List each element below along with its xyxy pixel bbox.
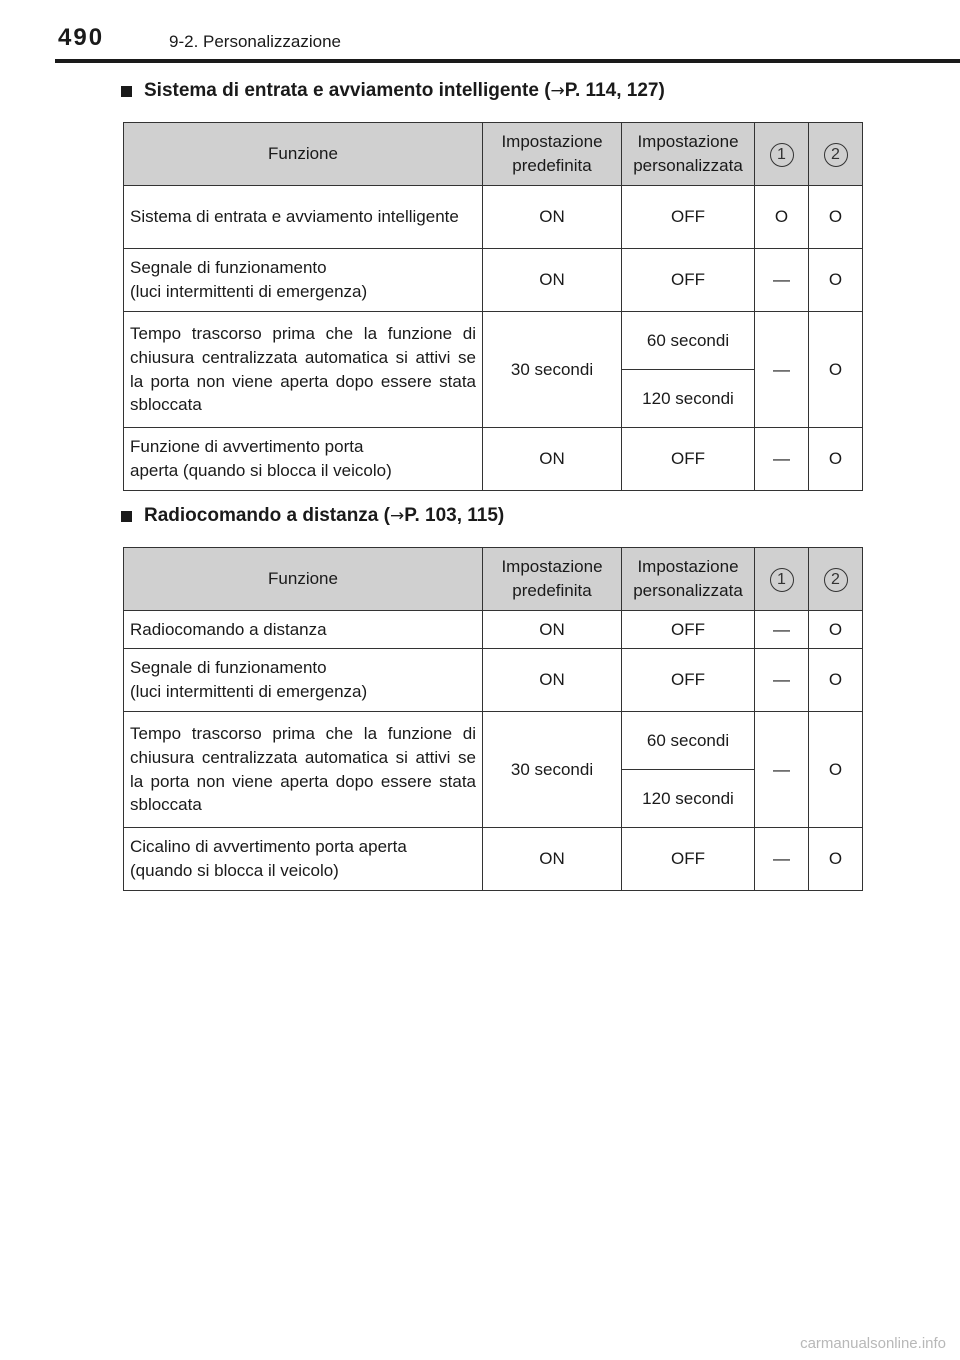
cell-custom-option: 60 secondi [622,712,755,770]
header-custom: Impostazione personalizzata [622,548,755,611]
page-number: 490 [58,24,105,51]
cell-col1: — [755,249,809,312]
cell-function: Tempo trascorso prima che la funzione di chiusura centralizzata automatica si attivi se la porta non viene aperta dopo essere stata sbloccata [124,712,483,828]
header-custom: Impostazione personalizzata [622,123,755,186]
cell-function-line1: Cicalino di avvertimento porta aperta [130,837,407,857]
cell-function: Sistema di entrata e avviamento intelligente [124,186,483,249]
cell-col2: O [809,649,863,712]
table-smart-entry [123,122,863,491]
arrow-icon: → [389,506,405,526]
header-default: Impostazione predefinita [483,123,622,186]
circled-one-icon: 1 [770,143,794,167]
square-bullet-icon [121,86,132,97]
header-col1 [755,548,809,611]
page-header [0,0,960,64]
cell-custom-option: 60 secondi [622,312,755,370]
cell-default: ON [483,249,622,312]
header-rule [55,59,960,63]
cell-col1: — [755,712,809,828]
cell-function-line2: (quando si blocca il veicolo) [130,861,339,880]
cell-custom-option: 120 secondi [622,770,755,828]
section-title-ref: P. 114, 127) [564,80,665,101]
cell-function [124,649,483,712]
table-row [124,649,863,712]
cell-function-line1: Segnale di funzionamento [130,258,327,278]
cell-custom: OFF [622,428,755,491]
section-title-text: Sistema di entrata e avviamento intelligente ( [144,80,551,101]
cell-col1: — [755,828,809,891]
square-bullet-icon [121,511,132,522]
table-row [124,186,863,249]
header-function: Funzione [124,123,483,186]
table-row [124,428,863,491]
cell-default: 30 secondi [483,712,622,828]
table-row [124,712,863,770]
cell-custom-option: 120 secondi [622,370,755,428]
cell-col2: O [809,312,863,428]
cell-col2: O [809,186,863,249]
cell-default: ON [483,649,622,712]
cell-default: ON [483,428,622,491]
cell-col1: — [755,649,809,712]
cell-col1: — [755,428,809,491]
footer-watermark: carmanualsonline.info [800,1335,946,1352]
cell-default: ON [483,828,622,891]
cell-col2: O [809,828,863,891]
table-row [124,611,863,649]
header-col2 [809,123,863,186]
section-title-remote [121,505,504,527]
header-default: Impostazione predefinita [483,548,622,611]
table-header-row [124,548,863,611]
cell-col1: O [755,186,809,249]
cell-col1: — [755,312,809,428]
cell-function [124,428,483,491]
cell-custom: OFF [622,186,755,249]
cell-col2: O [809,712,863,828]
header-col1 [755,123,809,186]
cell-function-line2: (luci intermittenti di emergenza) [130,682,368,701]
cell-function-line1: Funzione di avvertimento porta [130,437,364,457]
cell-function [124,828,483,891]
cell-function-line2: aperta (quando si blocca il veicolo) [130,461,392,480]
table-row [124,828,863,891]
table-remote [123,547,863,891]
cell-function: Radiocomando a distanza [124,611,483,649]
cell-function [124,249,483,312]
cell-custom: OFF [622,649,755,712]
circled-two-icon: 2 [824,568,848,592]
section-title-text: Radiocomando a distanza ( [144,505,390,526]
table-row [124,312,863,370]
cell-custom: OFF [622,249,755,312]
cell-col2: O [809,428,863,491]
circled-one-icon: 1 [770,568,794,592]
cell-col2: O [809,611,863,649]
cell-default: 30 secondi [483,312,622,428]
cell-function-line1: Segnale di funzionamento [130,658,327,678]
cell-custom: OFF [622,611,755,649]
table-row [124,249,863,312]
section-title-smart-entry [121,80,665,102]
cell-function-line2: (luci intermittenti di emergenza) [130,282,368,301]
table-header-row [124,123,863,186]
cell-default: ON [483,186,622,249]
section-title-ref: P. 103, 115) [404,505,505,526]
cell-col2: O [809,249,863,312]
header-function: Funzione [124,548,483,611]
arrow-icon: → [550,81,565,101]
cell-col1: — [755,611,809,649]
header-col2 [809,548,863,611]
cell-default: ON [483,611,622,649]
cell-function: Tempo trascorso prima che la funzione di chiusura centralizzata automatica si attivi se la porta non viene aperta dopo essere stata sbloccata [124,312,483,428]
cell-custom: OFF [622,828,755,891]
chapter-title: 9-2. Personalizzazione [169,32,341,51]
circled-two-icon: 2 [824,143,848,167]
